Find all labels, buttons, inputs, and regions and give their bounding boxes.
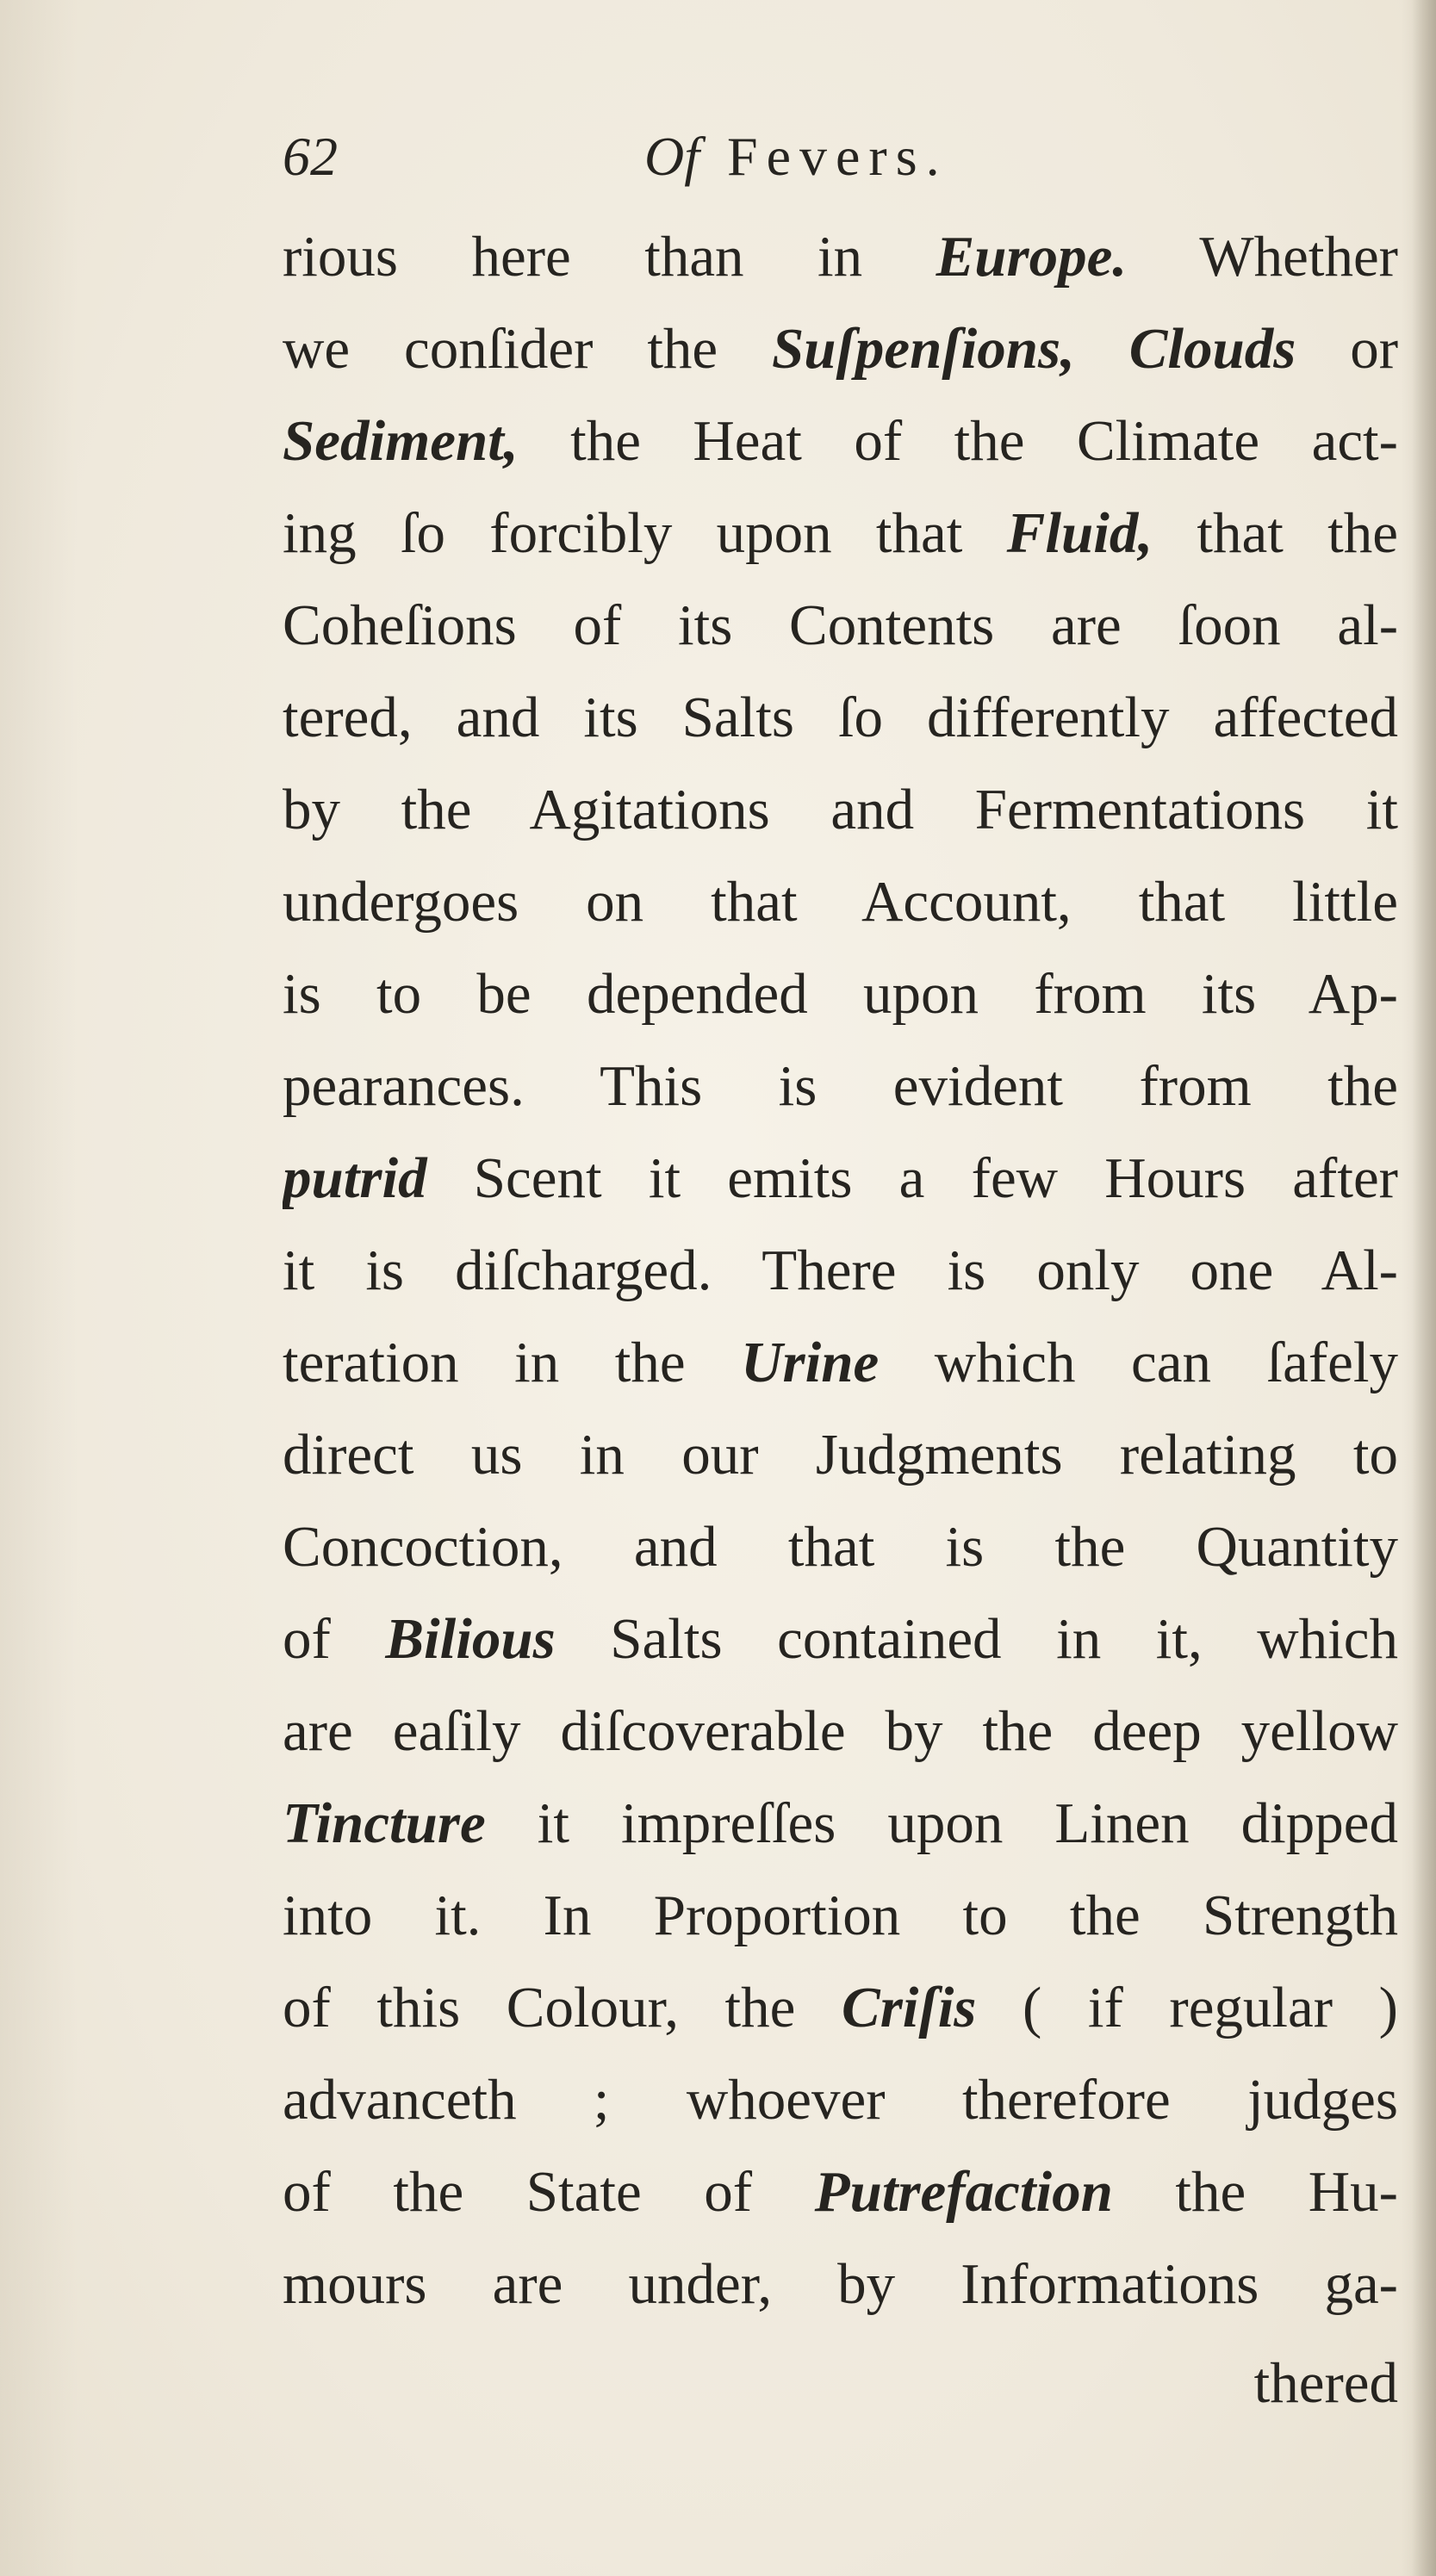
- text-line: [283, 303, 1398, 395]
- text-run: it is diſcharged. There is only one Al-: [283, 1238, 1398, 1302]
- page-number: 62: [283, 126, 338, 187]
- text-run: the Hu-: [1112, 2160, 1398, 2224]
- text-run: of this Colour, the: [283, 1976, 842, 2039]
- text-line: [283, 395, 1398, 487]
- italic-term: Criſis: [842, 1976, 977, 2039]
- text-run: teration in the: [283, 1331, 742, 1394]
- italic-term: Putrefaction: [814, 2160, 1113, 2224]
- text-run: undergoes on that Account, that little: [283, 870, 1398, 934]
- text-run: pearances. This is evident from the: [283, 1054, 1398, 1118]
- italic-term: putrid: [283, 1146, 427, 1210]
- text-line: [283, 1593, 1398, 1685]
- italic-term: Urine: [741, 1331, 880, 1394]
- catchword: thered: [1253, 2351, 1398, 2415]
- text-line: [283, 1225, 1398, 1317]
- text-run: of: [283, 1607, 386, 1671]
- text-run: mours are under, by Informations ga-: [283, 2252, 1398, 2316]
- italic-term: Sediment,: [283, 409, 519, 473]
- text-run: tered, and its Salts ſo differently affected: [283, 686, 1398, 749]
- text-line: [283, 948, 1398, 1040]
- italic-term: Suſpenſions,: [772, 317, 1075, 381]
- text-run: into it. In Proportion to the Strength: [283, 1884, 1398, 1947]
- italic-term: Clouds: [1128, 317, 1296, 381]
- text-run: the Heat of the Climate act-: [518, 409, 1398, 473]
- text-run: direct us in our Judgments relating to: [283, 1423, 1398, 1487]
- text-run: Coheſions of its Contents are ſoon al-: [283, 593, 1398, 657]
- text-line: [283, 672, 1398, 764]
- italic-term: Fluid,: [1006, 501, 1153, 565]
- text-line: [283, 2054, 1398, 2146]
- running-head: [644, 125, 948, 189]
- text-run: ( if regular ): [976, 1976, 1398, 2039]
- text-line: [283, 1962, 1398, 2054]
- text-run: are eaſily diſcoverable by the deep yellow: [283, 1699, 1398, 1763]
- text-line: [283, 1778, 1398, 1870]
- text-line: [283, 2146, 1398, 2238]
- text-run: of the State of: [283, 2160, 815, 2224]
- text-run: Scent it emits a few Hours after: [426, 1146, 1398, 1210]
- running-head-caps: Fevers.: [727, 126, 948, 187]
- text-line: [283, 764, 1398, 856]
- text-run: rious here than in: [283, 225, 936, 289]
- page-edge-shadow: [1412, 0, 1436, 2576]
- text-run: Whether: [1127, 225, 1398, 289]
- running-head-italic: Of: [644, 126, 699, 187]
- text-line: [283, 1409, 1398, 1501]
- text-run: ing ſo forcibly upon that: [283, 501, 1007, 565]
- text-line: [283, 1501, 1398, 1593]
- italic-term: Tincture: [283, 1791, 486, 1855]
- italic-term: Europe.: [936, 225, 1128, 289]
- text-line: [283, 1870, 1398, 1962]
- text-line: [283, 1133, 1398, 1225]
- italic-term: Bilious: [385, 1607, 556, 1671]
- text-run: or: [1296, 317, 1398, 381]
- text-run: Concoction, and that is the Quantity: [283, 1515, 1398, 1579]
- text-line: [283, 1040, 1398, 1133]
- body-text: [283, 211, 1398, 2430]
- text-line: [283, 580, 1398, 672]
- text-line: [283, 856, 1398, 948]
- text-run: we conſider the: [283, 317, 773, 381]
- text-line: [283, 2238, 1398, 2331]
- text-run: advanceth ; whoever therefore judges: [283, 2068, 1398, 2132]
- text-run: it impreſſes upon Linen dipped: [485, 1791, 1398, 1855]
- text-line: [283, 1317, 1398, 1409]
- page-header: [283, 125, 1402, 194]
- text-run: by the Agitations and Fermentations it: [283, 778, 1398, 841]
- text-run: [1075, 317, 1129, 381]
- text-run: which can ſafely: [879, 1331, 1398, 1394]
- text-line: [283, 1685, 1398, 1778]
- text-run: Salts contained in it, which: [555, 1607, 1398, 1671]
- text-line: [283, 487, 1398, 580]
- text-run: is to be depended upon from its Ap-: [283, 962, 1398, 1026]
- text-run: that the: [1153, 501, 1398, 565]
- text-line: [283, 211, 1398, 303]
